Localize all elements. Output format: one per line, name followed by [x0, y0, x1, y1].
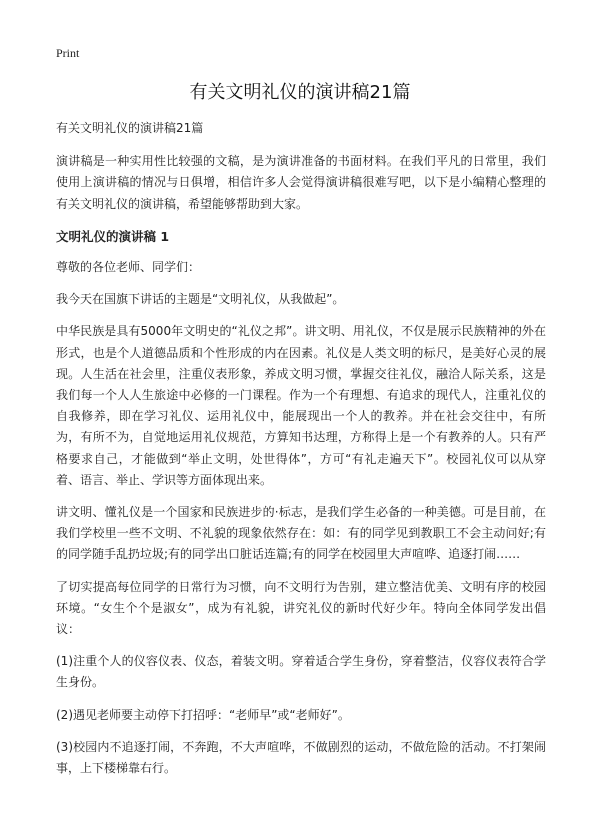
body-paragraph: 讲文明、懂礼仪是一个国家和民族进步的·标志，是我们学生必备的一种美德。可是目前，在我们学校里一些不文明、不礼貌的现象依然存在：如：有的同学见到教职工不会主动问好;有的同学随手乱扔垃圾;有的同学出口脏话连篇;有的同学在校园里大声喧哗、追逐打闹……: [56, 505, 546, 562]
body-paragraph: 中华民族是具有5000年文明史的“礼仪之邦”。讲文明、用礼仪，不仅是展示民族精神的外在形式，也是个人道德品质和个性形成的内在因素。礼仪是人类文明的标尺，是美好心灵的展现。人生活在社会里，注重仪表形象，养成文明习惯，掌握交往礼仪，融洽人际关系，这是我们每一个人人生旅途中必修的一门课程。作为一个有理想、有追求的现代人，注重礼仪的自我修养，即在学习礼仪、运用礼仪中，能展现出一个人的教养。并在社会交往中，有所为，有所不为，自觉地运用礼仪规范，方算知书达理，方称得上是一个有教养的人。只有严格要求自己，才能做到“举止文明，处世得体”，方可“有礼走遍天下”。校园礼仪可以从穿着、语言、举止、学识等方面体现出来。: [56, 324, 546, 487]
print-link[interactable]: Print: [56, 46, 80, 60]
document-body: [56, 118, 546, 790]
document-subtitle: 有关文明礼仪的演讲稿21篇: [56, 121, 204, 135]
proposal-item: (2)遇见老师要主动停下打招呼：“老师早”或“老师好”。: [56, 707, 350, 722]
proposal-item: (3)校园内不追逐打闹，不奔跑，不大声喧哗，不做剧烈的运动，不做危险的活动。不打架闹事，上下楼梯靠右行。: [56, 739, 546, 776]
page-title: 有关文明礼仪的演讲稿21篇: [189, 82, 411, 103]
body-paragraph: 了切实提高每位同学的日常行为习惯，向不文明行为告别，建立整洁优美、文明有序的校园环境。“女生个个是淑女”，成为有礼貌，讲究礼仪的新时代好少年。特向全体同学发出倡议：: [56, 579, 546, 637]
proposal-item: (1)注重个人的仪容仪表、仪态，着装文明。穿着适合学生身份，穿着整洁，仪容仪表符合学生身份。: [56, 654, 546, 690]
greeting: 尊敬的各位老师、同学们：: [56, 260, 201, 275]
body-paragraph: 我今天在国旗下讲话的主题是“文明礼仪，从我做起”。: [56, 292, 345, 307]
section-heading: 文明礼仪的演讲稿 1: [56, 228, 170, 244]
intro-paragraph: 演讲稿是一种实用性比较强的文稿，是为演讲准备的书面材料。在我们平凡的日常里，我们使用上演讲稿的情况与日俱增，相信许多人会觉得演讲稿很难写吧，以下是小编精心整理的有关文明礼仪的演讲稿，希望能够帮助到大家。: [56, 154, 546, 211]
